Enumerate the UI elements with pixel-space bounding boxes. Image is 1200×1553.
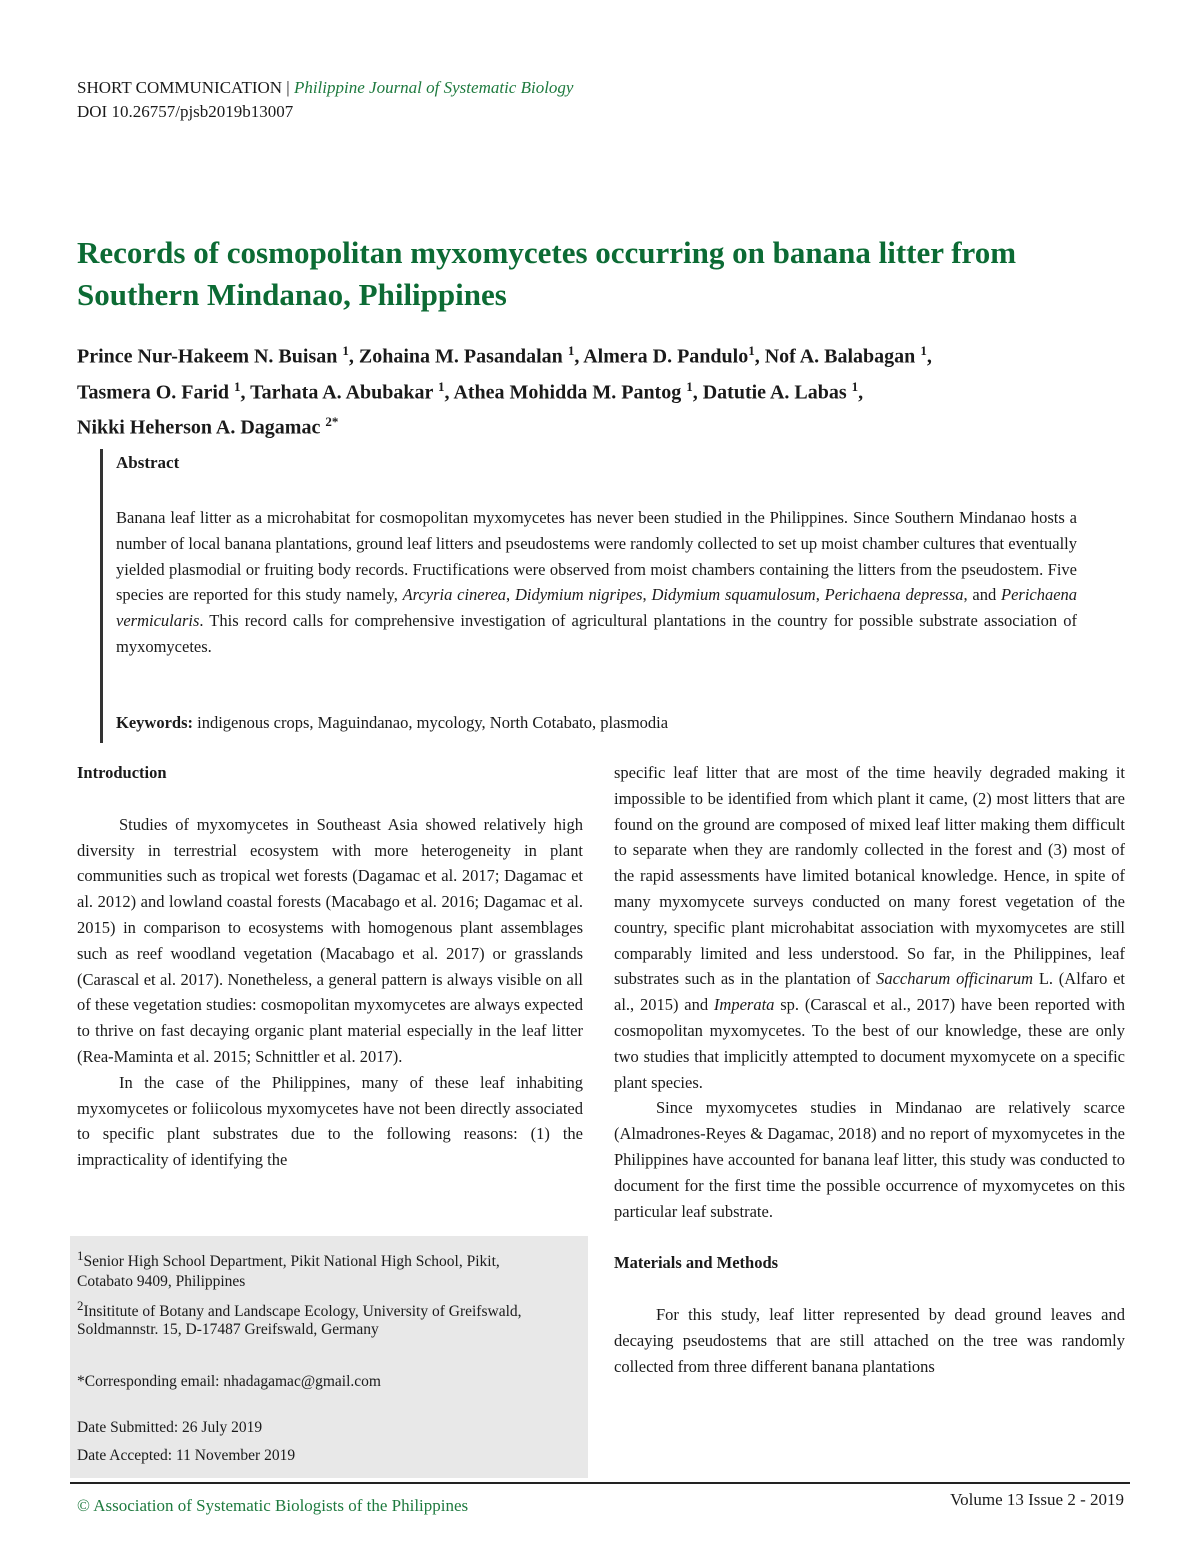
article-type: SHORT COMMUNICATION | — [77, 78, 294, 97]
affiliation-mark: 1 — [342, 343, 349, 358]
author: Zohaina M. Pasandalan — [358, 345, 563, 368]
keywords-label: Keywords: — [116, 713, 193, 732]
author: Tarhata A. Abubakar — [250, 381, 434, 404]
affiliation-mark: 1 — [438, 378, 445, 394]
keywords — [116, 713, 668, 733]
affiliation-2-cont: Soldmannstr. 15, D-17487 Greifswald, Germany — [77, 1321, 379, 1338]
methods-heading: Materials and Methods — [614, 1253, 779, 1273]
affiliation-mark: 1 — [920, 343, 927, 358]
species-name: Perichaena vermicularis — [116, 585, 1078, 631]
affiliation-mark: 1 — [686, 378, 693, 394]
abstract-heading: Abstract — [116, 453, 180, 472]
text-part: L. (Alfaro et al., 2015) and — [614, 969, 1126, 1015]
species-name: Perichaena depressa — [824, 585, 964, 605]
paragraph: Since myxomycetes studies in Mindanao are relatively scarce (Almadrones-Reyes & Dagamac, 2018) and no report of myxomycetes in the Philippines have accounted for banana leaf litter, this study was conducted to document for the first time the possible occurrence of myxomycetes on this particular leaf substrate. — [614, 1098, 1125, 1221]
volume-info: Volume 13 Issue 2 - 2019 — [950, 1490, 1124, 1509]
keywords-text: indigenous crops, Maguindanao, mycology, North Cotabato, plasmodia — [193, 713, 669, 732]
paragraph: In the case of the Philippines, many of these leaf inhabiting myxomycetes or foliicolous myxomycetes have not been directly associated to specific plant substrates due to the following reasons: (1) the impracticality of identifying the — [77, 1072, 583, 1170]
abstract-rule — [100, 449, 103, 743]
author-list: Prince Nur-Hakeem N. Buisan $^1$, Zohaina M. Pasandalan $^1$, Almera D. Pandulo$^1$, Nof A. Balabagan $^1$, Tasmera O. Farid $^1$, Tarhata A. Abubakar $^1$, Athea Mohidda M. Pantog $^1$, Datutie A. Labas $^1$, Nikki Heherson A. Dagamac $^{2*}$ — [77, 343, 932, 439]
affiliation-mark: 1 — [567, 343, 575, 358]
abstract-part: , and — [963, 585, 1001, 605]
paragraph: Studies of myxomycetes in Southeast Asia showed relatively high diversity in terrestrial ecosystem with more heterogeneity in plant communities such as tropical wet forests (Dagamac et al. 2017; Dagamac et al. 2012) and lowland coastal forests (Macabago et al. 2016; Dagamac et al. 2015) in comparison to ecosystems with homogenous plant assemblages such as reef woodland vegetation (Macabago et al. 2017) or grasslands (Carascal et al. 2017). Nonetheless, a general pattern is always visible on all of these vegetation studies: cosmopolitan myxomycetes are always expected to thrive on fast decaying organic plant material especially in the leaf litter (Rea-Maminta et al. 2015; Schnittler et al. 2017). — [77, 814, 583, 1066]
left-column — [77, 760, 583, 1173]
right-column — [614, 760, 1125, 1380]
affiliation-mark: 1 — [234, 378, 241, 394]
paragraph: For this study, leaf litter represented by dead ground leaves and decaying pseudostems that are still attached on the tree was randomly collected from three different banana plantations — [614, 1305, 1125, 1376]
affiliation-mark: 1 — [748, 343, 755, 358]
corresponding-email: *Corresponding email: nhadagamac@gmail.com — [77, 1373, 381, 1390]
author: Datutie A. Labas — [702, 381, 847, 404]
species-name: Imperata — [713, 995, 775, 1015]
abstract-text: Banana leaf litter as a microhabitat for cosmopolitan myxomycetes has never been studied in the Philippines. Since Southern Mindanao hosts a number of local banana plantations, ground leaf litters and pseudostems were randomly collected to set up moist chamber cultures that eventually yielded plasmodial or fruiting body records. Fructifications were observed from moist chambers containing the litters from the pseudostem. Five species are reported for this study namely, Arcyria cinerea, Didymium nigripes, Didymium squamulosum, Perichaena depressa, and Perichaena vermicularis. This record calls for comprehensive investigation of agricultural plantations in the country for possible substrate association of myxomycetes. — [116, 508, 1078, 656]
affiliation-mark: 1 — [851, 378, 859, 394]
abstract-part: . This record calls for comprehensive investigation of agricultural plantations in the country for possible substrate association of myxomycetes. — [116, 611, 1077, 656]
species-name: Saccharum officinarum — [876, 969, 1034, 989]
author: Nof A. Balabagan — [764, 345, 916, 368]
species-name: Didymium squamulosum — [651, 585, 816, 605]
author: Athea Mohidda M. Pantog — [453, 381, 682, 404]
copyright: © Association of Systematic Biologists of the Philippines — [77, 1496, 469, 1515]
affiliation-mark: 2* — [325, 414, 339, 430]
date-accepted: Date Accepted: 11 November 2019 — [77, 1447, 296, 1464]
journal-name: Philippine Journal of Systematic Biology — [293, 78, 574, 97]
abstract-part: Banana leaf litter as a microhabitat for cosmopolitan myxomycetes has never been studied in the Philippines. Since Southern Mindanao hosts a number of local banana plantations, ground leaf litters and pseudostems were randomly collected to set up moist chamber cultures that eventually yielded plasmodial or fruiting body records. Fructifications were observed from moist chambers containing the litters from the pseudostem. Five species are reported for this study namely, — [116, 508, 1077, 605]
footer-rule — [70, 1482, 1130, 1484]
affiliation-1: $^1$Senior High School Department, Pikit National High School, Pikit, — [77, 1248, 500, 1271]
running-header — [77, 76, 573, 100]
article-title: Records of cosmopolitan myxomycetes occurring on banana litter from Southern Mindanao, Philippines — [77, 235, 1017, 312]
author: Tasmera O. Farid — [77, 381, 230, 404]
author: Nikki Heherson A. Dagamac — [77, 416, 321, 439]
paragraph — [614, 760, 1125, 1095]
species-name: Didymium nigripes — [514, 585, 643, 605]
author: Almera D. Pandulo — [583, 345, 749, 368]
doi: DOI 10.26757/pjsb2019b13007 — [77, 102, 294, 121]
date-submitted: Date Submitted: 26 July 2019 — [77, 1419, 263, 1436]
introduction-heading: Introduction — [77, 763, 167, 782]
text-part: specific leaf litter that are most of the time heavily degraded making it impossible to be identified from which plant it came, (2) most litters that are found on the ground are composed of mixed leaf litter making them difficult to separate when they are randomly collected in the forest and (3) most of the rapid assessments have limited botanical knowledge. Hence, in spite of many myxomycete surveys conducted on many forest vegetation of the country, specific plant microhabitat association with myxomycetes are still comparably limited and less understood. So far, in the Philippines, leaf substrates such as in the plantation of — [614, 763, 1125, 989]
affiliation-1-cont: Cotabato 9409, Philippines — [77, 1273, 246, 1290]
affiliations-box — [70, 1236, 588, 1478]
author: Prince Nur-Hakeem N. Buisan — [77, 345, 338, 368]
text-part: sp. (Carascal et al., 2017) have been reported with cosmopolitan myxomycetes. To the best of our knowledge, these are only two studies that implicitly attempted to document myxomycete on a specific plant species. — [614, 995, 1125, 1092]
affiliation-2: $^2$Insititute of Botany and Landscape Ecology, University of Greifswald, — [77, 1298, 522, 1321]
species-name: Arcyria cinerea — [402, 585, 507, 605]
